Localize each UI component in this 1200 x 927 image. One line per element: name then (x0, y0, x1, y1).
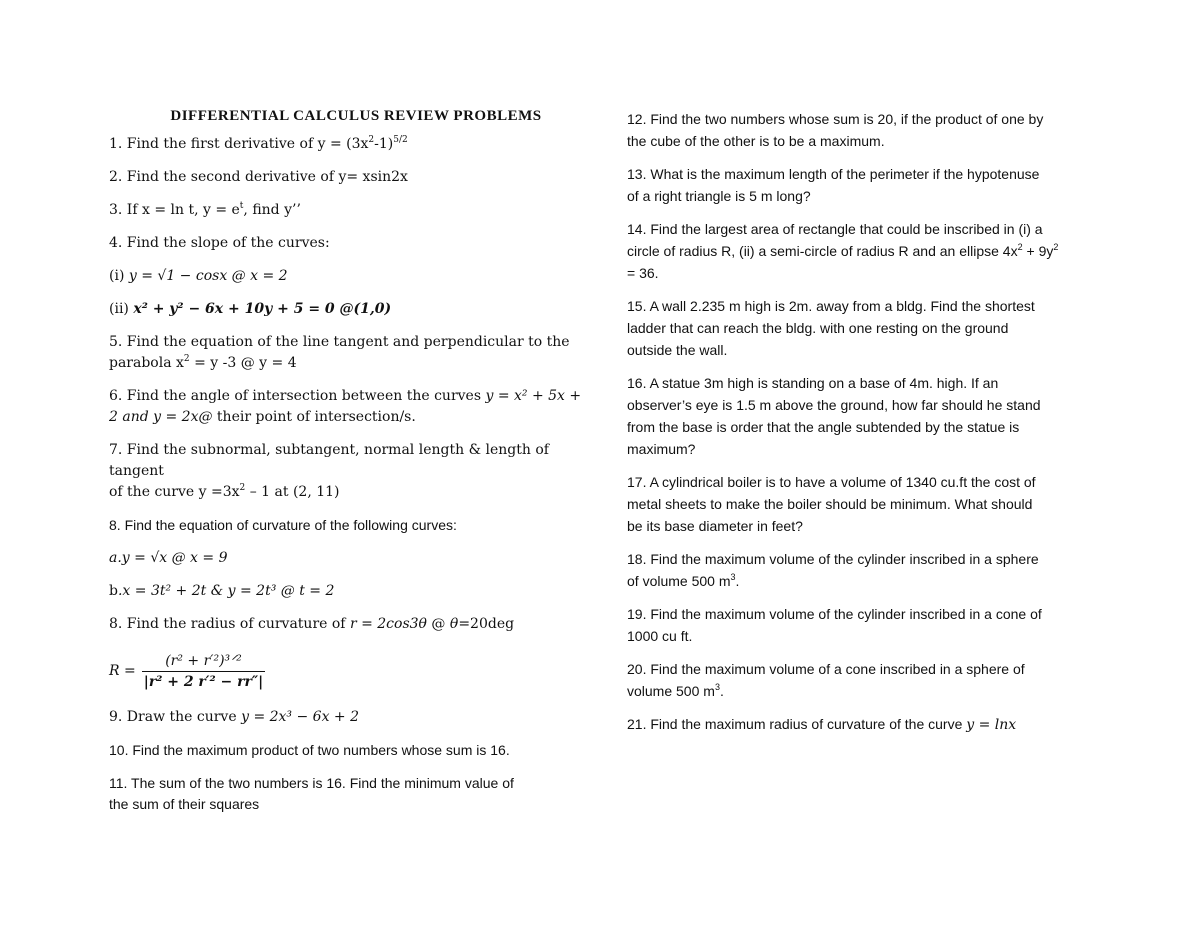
formula-lhs: R = (109, 663, 136, 679)
formula-numerator: (r² + r′²)³ᐟ² (165, 652, 242, 669)
problem-8a: a.y = √x @ x = 9 (109, 550, 228, 566)
problem-16: 16. A statue 3m high is standing on a base of 4m. high. If an observer’s eye is 1.5 m above the ground, how far should he stand from the base is order that the angle subtended by the statue is maximum? (627, 375, 1041, 457)
problem-20: 20. Find the maximum volume of a cone inscribed in a sphere of volume 500 $m^3$. (627, 661, 1025, 699)
problem-2: 2. Find the second derivative of y= xsin2x (109, 169, 408, 185)
radius-formula (109, 647, 589, 695)
problem-19: 19. Find the maximum volume of the cylinder inscribed in a cone of 1000 cu ft. (627, 606, 1042, 644)
problem-5: 5. Find the equation of the line tangent and perpendicular to the parabola $x^2 = y$ -3 @ y = 4 (109, 334, 570, 371)
problem-8-radius: 8. Find the radius of curvature of r = 2cos3θ @ θ=20deg (109, 616, 515, 632)
problem-8b: b.x = 3t² + 2t & y = 2t³ @ t = 2 (109, 583, 335, 599)
problem-14: 14. Find the largest area of rectangle that could be inscribed in (i) a circle of radius R, (ii) a semi-circle of radius R and an ellipse $4x^2 + 9y^2$ = 36. (627, 221, 1059, 281)
right-column (627, 108, 1089, 747)
problem-12: 12. Find the two numbers whose sum is 20, if the product of one by the cube of the other is to be a maximum. (627, 111, 1044, 149)
problem-7: 7. Find the subnormal, subtangent, normal length & length of tangent of the curve $y =3x^2 - 1$ at (2, 11) (109, 442, 549, 500)
problem-18: 18. Find the maximum volume of the cylinder inscribed in a sphere of volume 500 $m^3$. (627, 551, 1039, 589)
problem-10: 10. Find the maximum product of two numbers whose sum is 16. (109, 742, 510, 758)
page-title: DIFFERENTIAL CALCULUS REVIEW PROBLEMS (170, 108, 542, 124)
formula-denominator: |r² + 2 r′² − rr″| (142, 671, 265, 690)
problem-4-ii: (ii) x² + y² − 6x + 10y + 5 = 0 @(1,0) (109, 301, 392, 317)
problem-15: 15. A wall 2.235 m high is 2m. away from a bldg. Find the shortest ladder that can reach the bldg. with one resting on the ground outside the wall. (627, 298, 1035, 358)
problem-8-curvature: 8. Find the equation of curvature of the following curves: (109, 517, 457, 533)
problem-3: 3. If x = ln t, $y = e^t$, find y’’ (109, 201, 301, 218)
problem-17: 17. A cylindrical boiler is to have a volume of 1340 cu.ft the cost of metal sheets to make the boiler should be minimum. What should be its base diameter in feet? (627, 474, 1036, 534)
problem-13: 13. What is the maximum length of the perimeter if the hypotenuse of a right triangle is 5 m long? (627, 166, 1040, 204)
problem-4: 4. Find the slope of the curves: (109, 235, 330, 251)
problem-21: 21. Find the maximum radius of curvature of the curve y = lnx (627, 716, 1017, 733)
problem-9: 9. Draw the curve y = 2x³ − 6x + 2 (109, 709, 360, 725)
problem-1: 1. Find the first derivative of $y = (3x^2-1)^{5/2}$ (109, 135, 408, 152)
problem-4-i: (i) y = √1 − cosx @ x = 2 (109, 268, 288, 284)
left-column (109, 108, 589, 827)
problem-11: 11. The sum of the two numbers is 16. Find the minimum value of the sum of their squares (109, 775, 514, 812)
problem-6: 6. Find the angle of intersection between the curves y = x² + 5x + 2 and y = 2x@ their point of intersection/s. (109, 388, 582, 425)
